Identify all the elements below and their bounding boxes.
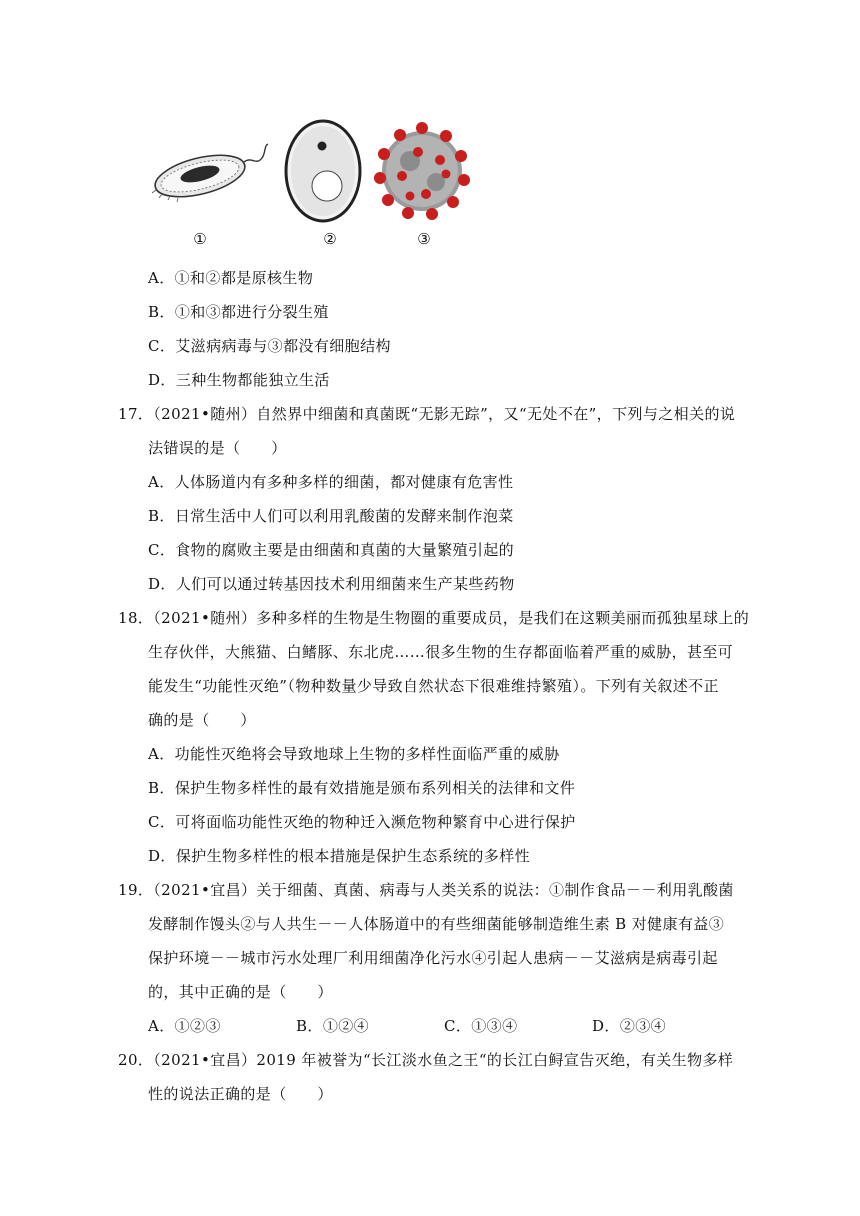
q20-stem-line-1: 20．（2021•宜昌）2019 年被誉为“长江淡水鱼之王“的长江白鲟宣告灭绝，有关生物多样 (118, 1051, 734, 1069)
figure-label-3: ③ (417, 230, 431, 248)
q18-stem-line-2: 生存伙伴，大熊猫、白鳍豚、东北虎……很多生物的生存都面临着严重的威胁，甚至可 (148, 643, 734, 661)
q19-option-c: C．①③④ (444, 1017, 518, 1035)
figure-label-2: ② (323, 230, 337, 248)
q17-option-b: B．日常生活中人们可以利用乳酸菌的发酵来制作泡菜 (148, 507, 514, 525)
q16-option-d: D．三种生物都能独立生活 (148, 371, 330, 389)
q18-option-d: D．保护生物多样性的根本措施是保护生态系统的多样性 (148, 847, 531, 865)
q19-stem-line-3: 保护环境－－城市污水处理厂利用细菌净化污水④引起人患病－－艾滋病是病毒引起 (148, 949, 718, 967)
q17-option-d: D．人们可以通过转基因技术利用细菌来生产某些药物 (148, 575, 515, 593)
virus-image (374, 122, 470, 220)
q17-stem-line-2: 法错误的是（ ） (148, 439, 287, 457)
q18-option-c: C．可将面临功能性灭绝的物种迁入濒危物种繁育中心进行保护 (148, 813, 576, 831)
yeast-cell-image (286, 121, 360, 221)
q20-stem-line-2: 性的说法正确的是（ ） (148, 1085, 333, 1103)
q17-option-a: A．人体肠道内有多种多样的细菌，都对健康有危害性 (148, 473, 514, 491)
q19-stem-line-4: 的，其中正确的是（ ） (148, 983, 333, 1001)
q18-stem-line-3: 能发生“功能性灭绝”（物种数量少导致自然状态下很难维持繁殖）。下列有关叙述不正 (148, 677, 719, 695)
q19-stem-line-1: 19．（2021•宜昌）关于细菌、真菌、病毒与人类关系的说法：①制作食品－－利用乳酸菌 (118, 881, 734, 899)
q19-option-d: D．②③④ (592, 1017, 667, 1035)
q17-stem-line-1: 17．（2021•随州）自然界中细菌和真菌既“无影无踪”，又“无处不在”，下列与之相关的说 (118, 405, 736, 423)
figure-label-1: ① (193, 230, 207, 248)
q18-option-a: A．功能性灭绝将会导致地球上生物的多样性面临严重的威胁 (148, 745, 560, 763)
q19-option-a: A．①②③ (148, 1017, 221, 1035)
q19-option-b: B．①②④ (296, 1017, 370, 1035)
q18-option-b: B．保护生物多样性的最有效措施是颁布系列相关的法律和文件 (148, 779, 576, 797)
q16-option-a: A．①和②都是原核生物 (148, 269, 314, 287)
q18-stem-line-4: 确的是（ ） (148, 711, 256, 729)
q18-stem-line-1: 18．（2021•随州）多种多样的生物是生物圈的重要成员，是我们在这颗美丽而孤独星球上的 (118, 609, 750, 627)
q19-stem-line-2: 发酵制作馒头②与人共生－－人体肠道中的有些细菌能够制造维生素 B 对健康有益③ (148, 915, 725, 933)
bacterium-image (151, 144, 268, 205)
q16-option-b: B．①和③都进行分裂生殖 (148, 303, 329, 321)
q16-option-c: C．艾滋病病毒与③都没有细胞结构 (148, 337, 391, 355)
q17-option-c: C．食物的腐败主要是由细菌和真菌的大量繁殖引起的 (148, 541, 515, 559)
q19-options-row (148, 1016, 666, 1036)
